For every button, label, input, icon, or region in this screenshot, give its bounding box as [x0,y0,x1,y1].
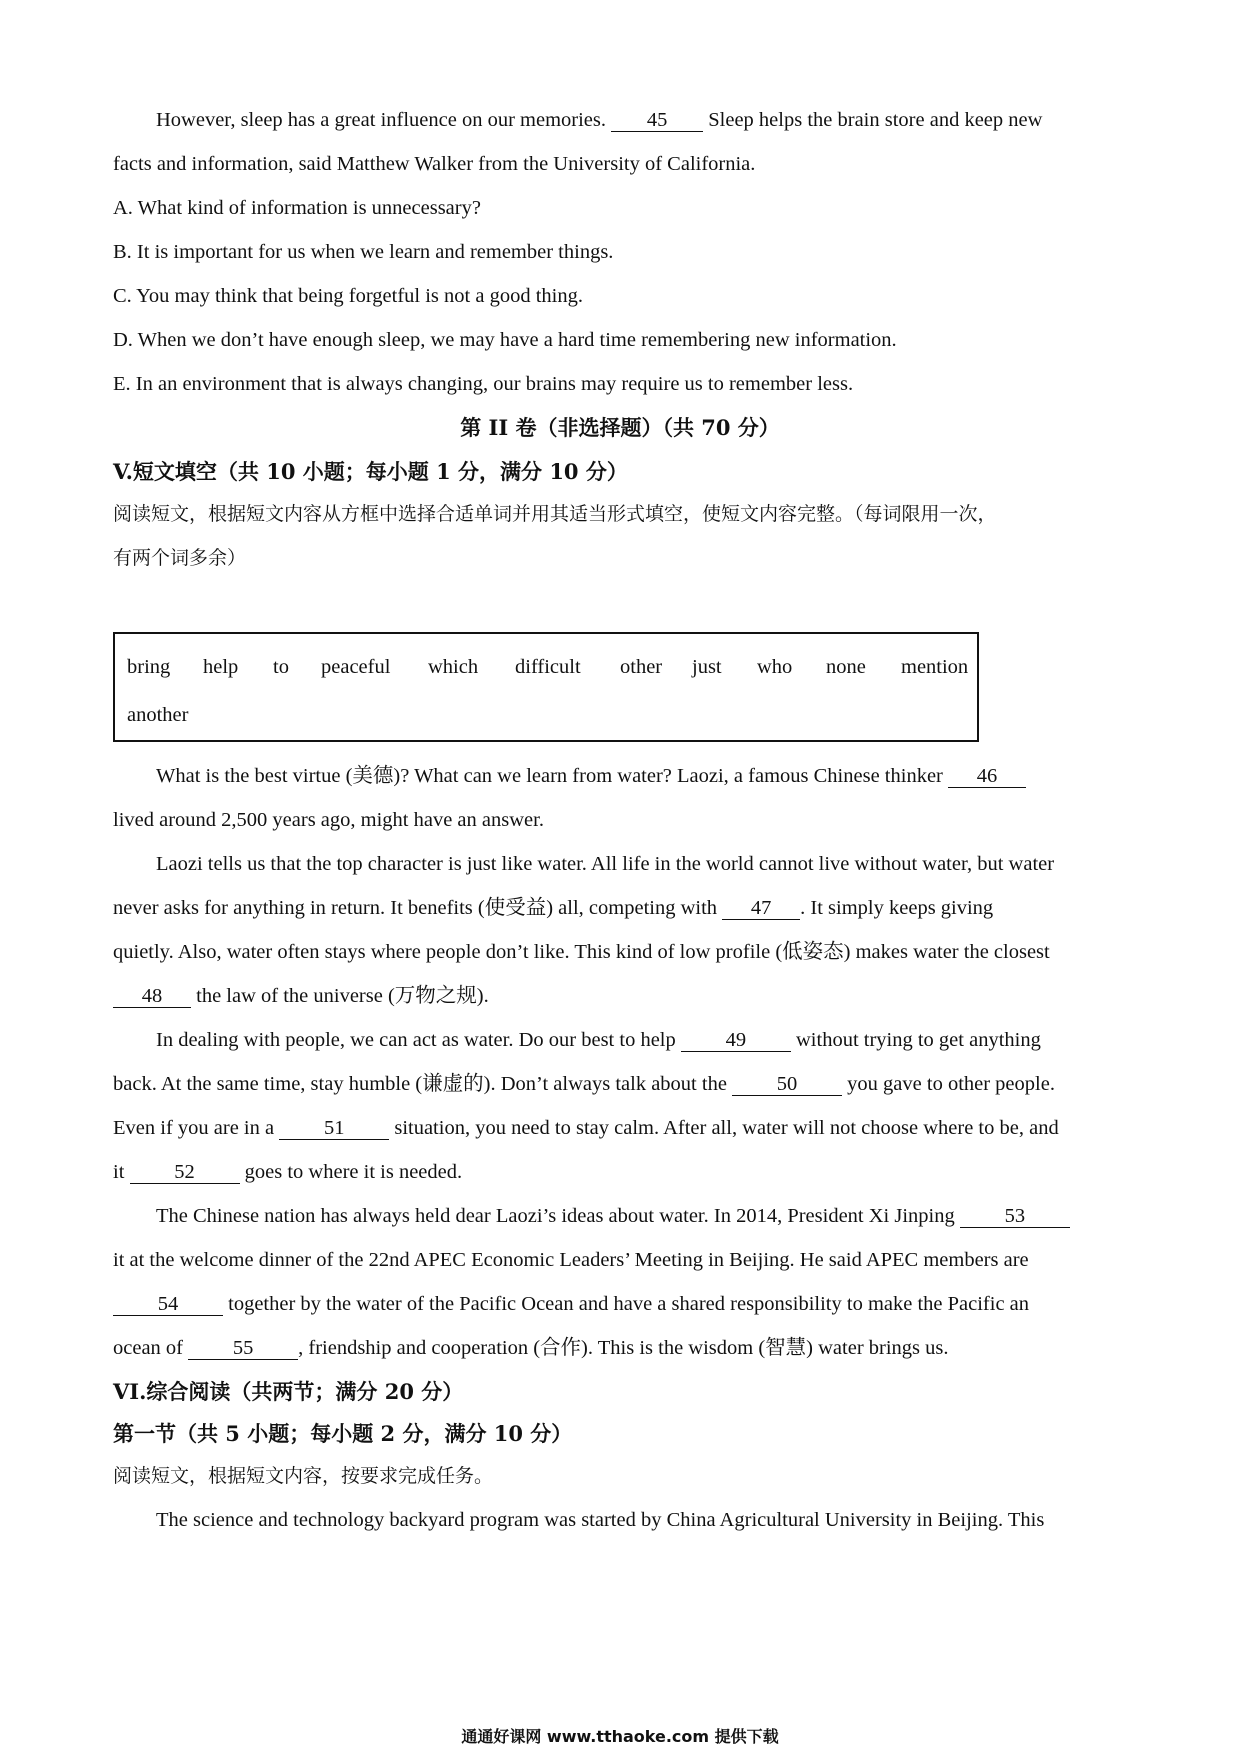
option-e: E. In an environment that is always changing, our brains may require us to remember less. [113,373,854,395]
word-bank-item: peaceful [321,656,391,678]
text: it [113,1161,130,1183]
blank-47: 47 [722,897,800,920]
passage-line: The science and technology backyard program was started by China Agricultural University in Beijing. This [156,1509,1045,1531]
option-d: D. When we don’t have enough sleep, we may have a hard time remembering new information. [113,329,897,351]
word-bank-item: which [428,656,479,678]
text: back. At the same time, stay humble (谦虚的). Don’t always talk about the [113,1073,733,1095]
text: Even if you are in a [113,1117,280,1139]
text: , friendship and cooperation (合作). This is the wisdom (智慧) water brings us. [298,1337,949,1359]
blank-53: 53 [960,1205,1070,1228]
passage-line [113,982,489,1010]
passage-line [113,894,993,922]
blank-54: 54 [113,1293,223,1316]
option-a: A. What kind of information is unnecessary? [113,197,481,219]
blank-55: 55 [188,1337,298,1360]
text: never asks for anything in return. It benefits (使受益) all, competing with [113,897,723,919]
word-bank-item: who [757,656,793,678]
passage-line: lived around 2,500 years ago, might have an answer. [113,809,544,831]
text: the law of the universe (万物之规). [191,985,489,1007]
text: ocean of [113,1337,189,1359]
word-bank-item: none [826,656,866,678]
section6-instruction: 阅读短文，根据短文内容，按要求完成任务。 [113,1465,494,1487]
text: What is the best virtue (美德)? What can we learn from water? Laozi, a famous Chinese thinker [156,765,948,787]
passage-line [156,1026,1041,1054]
passage-line [156,1202,1070,1230]
text: The Chinese nation has always held dear Laozi’s ideas about water. In 2014, President Xi Jinping [156,1205,960,1227]
passage-line [113,1070,1055,1098]
text: you gave to other people. [842,1073,1055,1095]
blank-51: 51 [279,1117,389,1140]
passage-line: it at the welcome dinner of the 22nd APEC Economic Leaders’ Meeting in Beijing. He said APEC members are [113,1249,1029,1271]
section6-heading: VI.综合阅读（共两节；满分 20 分） [113,1379,464,1404]
text: In dealing with people, we can act as water. Do our best to help [156,1029,681,1051]
text: However, sleep has a great influence on our memories. [156,109,612,131]
text: . It simply keeps giving [800,897,994,919]
section5-heading: V.短文填空（共 10 小题；每小题 1 分，满分 10 分） [113,459,628,484]
word-bank-item: other [620,656,663,678]
passage-line [156,106,1042,134]
text: together by the water of the Pacific Ocean and have a shared responsibility to make the Pacific an [223,1293,1030,1315]
passage-line [156,762,1026,790]
text: goes to where it is needed. [239,1161,463,1183]
option-b: B. It is important for us when we learn and remember things. [113,241,614,263]
word-bank-item: help [203,656,239,678]
section5-instruction: 有两个词多余） [113,547,247,569]
passage-line: Laozi tells us that the top character is just like water. All life in the world cannot live without water, but water [156,853,1055,875]
word-bank-item: mention [901,656,969,678]
word-bank-item: just [692,656,722,678]
option-c: C. You may think that being forgetful is not a good thing. [113,285,583,307]
passage-line: facts and information, said Matthew Walker from the University of California. [113,153,756,175]
word-bank-box [113,632,979,742]
blank-50: 50 [732,1073,842,1096]
word-bank-item: bring [127,656,171,678]
passage-line [113,1334,949,1362]
footer-source: 通通好课网 www.tthaoke.com 提供下载 [461,1727,779,1746]
blank-45: 45 [611,109,703,132]
passage-line [113,1158,462,1186]
part2-title: 第 II 卷（非选择题）（共 70 分） [460,415,780,440]
section6-subheading: 第一节（共 5 小题；每小题 2 分，满分 10 分） [113,1421,573,1446]
word-bank-item: another [127,704,189,726]
passage-line [113,1290,1029,1318]
passage-line: quietly. Also, water often stays where people don’t like. This kind of low profile (低姿态) makes water the closest [113,941,1050,963]
word-bank-item: to [273,656,289,678]
passage-line [113,1114,1059,1142]
blank-48: 48 [113,985,191,1008]
section5-instruction: 阅读短文，根据短文内容从方框中选择合适单词并用其适当形式填空，使短文内容完整。（每词限用一次， [113,503,997,525]
word-bank-item: difficult [515,656,581,678]
blank-52: 52 [130,1161,240,1184]
blank-46: 46 [948,765,1026,788]
text: situation, you need to stay calm. After all, water will not choose where to be, and [389,1117,1059,1139]
text: Sleep helps the brain store and keep new [703,109,1043,131]
text: without trying to get anything [790,1029,1041,1051]
blank-49: 49 [681,1029,791,1052]
